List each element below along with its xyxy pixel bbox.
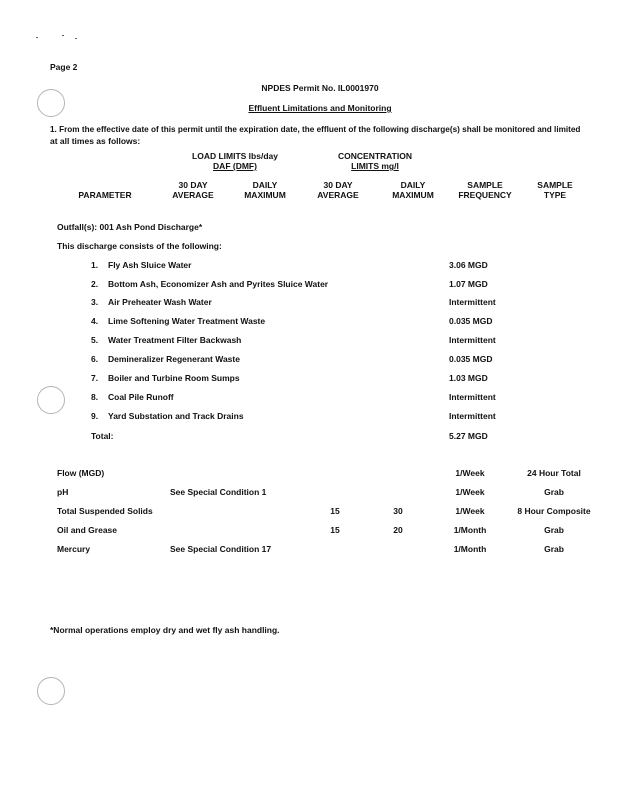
parameter-name: Oil and Grease: [57, 525, 117, 535]
intro-line-1: 1. From the effective date of this permit until the expiration date, the effluent of the following discharge(s) shall be monitored and limited: [50, 125, 581, 134]
punch-hole-top: [37, 89, 65, 117]
component-name: Water Treatment Filter Backwash: [108, 335, 242, 345]
parameter-name: Flow (MGD): [57, 468, 105, 478]
load-limits-header: LOAD LIMITS lbs/day: [192, 151, 278, 161]
section-title: Effluent Limitations and Monitoring: [248, 103, 392, 113]
component-flow: Intermittent: [449, 392, 496, 402]
component-name: Bottom Ash, Economizer Ash and Pyrites Sluice Water: [108, 279, 329, 289]
component-name: Boiler and Turbine Room Sumps: [108, 373, 240, 383]
sample-frequency: 1/Week: [455, 506, 485, 516]
component-number: 9.: [91, 411, 99, 421]
sample-type: Grab: [544, 487, 564, 497]
punch-hole-bottom: [37, 677, 65, 705]
component-number: 6.: [91, 354, 99, 364]
concentration-header: CONCENTRATION: [338, 151, 412, 161]
component-name: Yard Substation and Track Drains: [108, 411, 244, 421]
sample-type: Grab: [544, 544, 564, 554]
component-name: Fly Ash Sluice Water: [108, 260, 192, 270]
parameter-note: See Special Condition 17: [170, 544, 272, 554]
component-flow: Intermittent: [449, 411, 496, 421]
col-conc-avg-1: 30 DAY: [323, 180, 353, 190]
sample-frequency: 1/Month: [453, 544, 487, 554]
col-parameter: PARAMETER: [78, 190, 132, 200]
component-number: 5.: [91, 335, 99, 345]
outfall-consists: This discharge consists of the following:: [57, 241, 222, 251]
sample-frequency: 1/Week: [455, 468, 485, 478]
col-load-avg-2: AVERAGE: [172, 190, 214, 200]
scan-speck: [36, 37, 38, 38]
total-flow: 5.27 MGD: [449, 431, 488, 441]
scan-speck: [75, 38, 77, 39]
sample-type: 8 Hour Composite: [517, 506, 591, 516]
intro-line-2: at all times as follows:: [50, 136, 141, 146]
sample-type: 24 Hour Total: [527, 468, 581, 478]
component-flow: 1.07 MGD: [449, 279, 488, 289]
col-load-max-2: MAXIMUM: [244, 190, 286, 200]
component-name: Coal Pile Runoff: [108, 392, 174, 402]
page-label: Page 2: [50, 62, 78, 72]
conc-avg-value: 15: [330, 506, 340, 516]
col-frequency-2: FREQUENCY: [458, 190, 512, 200]
component-number: 3.: [91, 297, 99, 307]
punch-hole-middle: [37, 386, 65, 414]
permit-number: NPDES Permit No. IL0001970: [261, 83, 379, 93]
component-number: 7.: [91, 373, 99, 383]
parameter-name: pH: [57, 487, 69, 497]
scan-speck: [62, 35, 64, 36]
component-number: 1.: [91, 260, 99, 270]
component-flow: 1.03 MGD: [449, 373, 488, 383]
col-load-avg-1: 30 DAY: [178, 180, 208, 190]
parameter-name: Total Suspended Solids: [57, 506, 153, 516]
col-conc-avg-2: AVERAGE: [317, 190, 359, 200]
component-flow: Intermittent: [449, 335, 496, 345]
concentration-unit: LIMITS mg/l: [351, 161, 399, 171]
footnote: *Normal operations employ dry and wet fly ash handling.: [50, 625, 280, 635]
col-type-1: SAMPLE: [537, 180, 573, 190]
conc-max-value: 30: [393, 506, 403, 516]
component-flow: 0.035 MGD: [449, 354, 493, 364]
component-name: Demineralizer Regenerant Waste: [108, 354, 240, 364]
sample-frequency: 1/Week: [455, 487, 485, 497]
sample-type: Grab: [544, 525, 564, 535]
component-flow: 0.035 MGD: [449, 316, 493, 326]
load-limits-unit: DAF (DMF): [213, 161, 257, 171]
parameter-note: See Special Condition 1: [170, 487, 267, 497]
component-name: Lime Softening Water Treatment Waste: [108, 316, 266, 326]
component-flow: 3.06 MGD: [449, 260, 488, 270]
col-frequency-1: SAMPLE: [467, 180, 503, 190]
component-number: 2.: [91, 279, 99, 289]
col-type-2: TYPE: [543, 190, 567, 200]
total-label: Total:: [91, 431, 114, 441]
conc-max-value: 20: [393, 525, 403, 535]
outfall-label: Outfall(s): 001 Ash Pond Discharge*: [57, 222, 203, 232]
component-number: 8.: [91, 392, 99, 402]
col-load-max-1: DAILY: [252, 180, 278, 190]
col-conc-max-2: MAXIMUM: [392, 190, 434, 200]
sample-frequency: 1/Month: [453, 525, 487, 535]
component-name: Air Preheater Wash Water: [108, 297, 212, 307]
col-conc-max-1: DAILY: [400, 180, 426, 190]
component-number: 4.: [91, 316, 99, 326]
conc-avg-value: 15: [330, 525, 340, 535]
parameter-name: Mercury: [57, 544, 91, 554]
component-flow: Intermittent: [449, 297, 496, 307]
